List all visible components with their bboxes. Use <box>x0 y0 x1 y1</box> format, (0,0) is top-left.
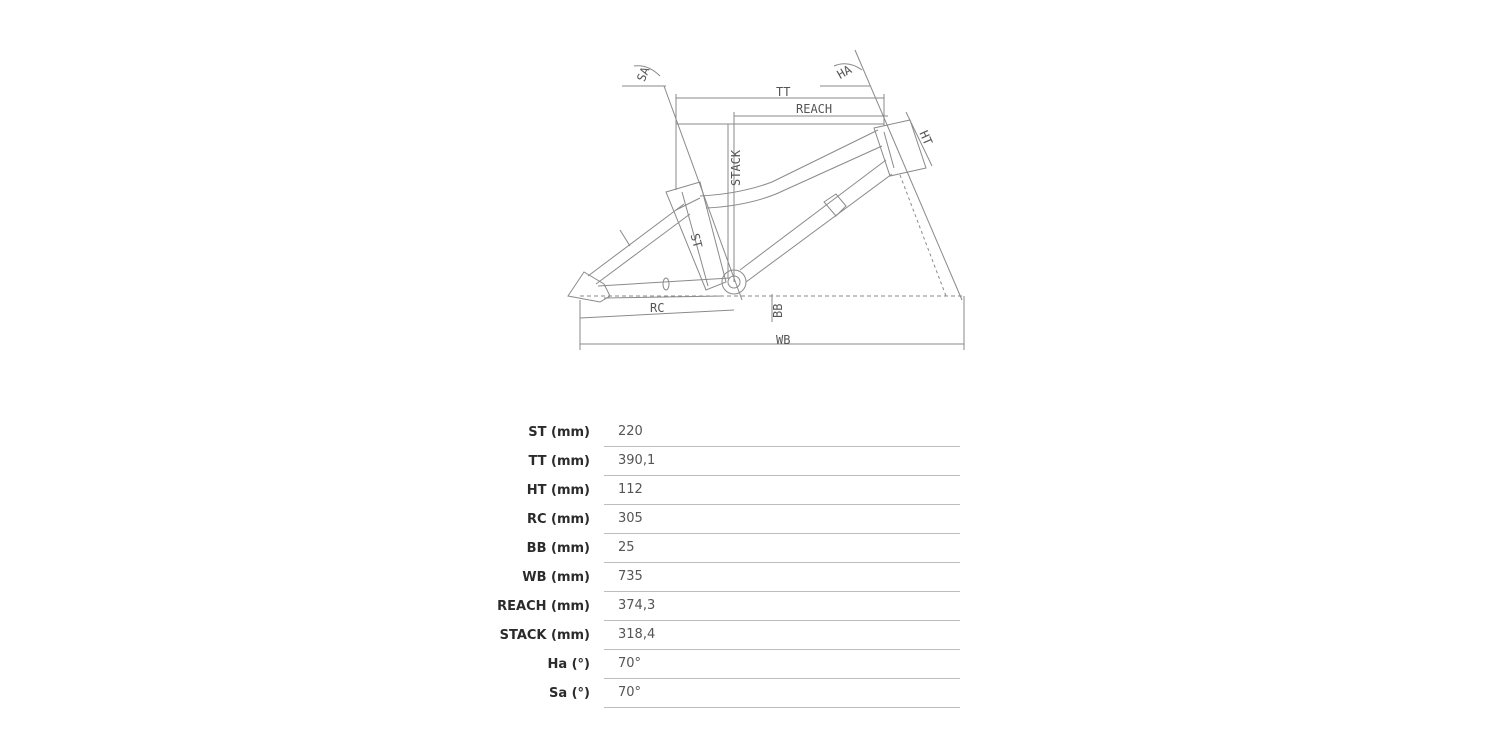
label-tt: TT <box>776 85 791 99</box>
table-row-reach <box>470 592 960 621</box>
table-row-wb <box>470 563 960 592</box>
label-sa: SA <box>634 64 653 84</box>
label-stack: STACK <box>729 149 743 186</box>
row-value: 305 <box>604 505 960 534</box>
row-value: 390,1 <box>604 447 960 476</box>
row-value: 735 <box>604 563 960 592</box>
geometry-table <box>470 418 960 708</box>
label-wb: WB <box>776 333 791 347</box>
row-label: Sa (°) <box>548 686 590 701</box>
row-label: RC (mm) <box>526 512 590 527</box>
down-tube-upper <box>740 160 886 270</box>
down-tube-lower <box>746 174 892 282</box>
seat-stay-lower <box>596 214 690 284</box>
fork-axis-line <box>900 175 946 296</box>
row-value: 220 <box>604 418 960 447</box>
label-ht: HT <box>916 128 936 148</box>
row-label: Ha (°) <box>547 657 590 672</box>
row-label: STACK (mm) <box>499 628 590 643</box>
down-tube-gusset <box>824 194 846 216</box>
seat-stay-upper <box>588 204 684 276</box>
table-row-rc <box>470 505 960 534</box>
table-row-sa <box>470 679 960 708</box>
label-bb: BB <box>771 303 785 318</box>
rear-dropout <box>568 272 610 302</box>
row-value: 374,3 <box>604 592 960 621</box>
row-value: 112 <box>604 476 960 505</box>
label-reach: REACH <box>796 102 833 116</box>
label-ha: HA <box>834 62 855 82</box>
row-label: WB (mm) <box>522 570 590 585</box>
table-row-bb <box>470 534 960 563</box>
row-label: BB (mm) <box>526 541 590 556</box>
seat-clamp <box>676 198 700 210</box>
chain-stay-bridge <box>663 278 669 290</box>
row-label: ST (mm) <box>528 425 590 440</box>
row-value: 70° <box>604 650 960 679</box>
label-st: ST <box>687 231 705 250</box>
brake-mount <box>620 230 630 246</box>
row-label: TT (mm) <box>528 454 590 469</box>
table-row-ht <box>470 476 960 505</box>
label-rc: RC <box>650 301 665 315</box>
row-label: HT (mm) <box>526 483 590 498</box>
table-row-tt <box>470 447 960 476</box>
table-row-stack <box>470 621 960 650</box>
row-label: REACH (mm) <box>497 599 590 614</box>
head-angle-line <box>855 50 962 300</box>
row-value: 318,4 <box>604 621 960 650</box>
row-value: 25 <box>604 534 960 563</box>
head-tube <box>874 120 926 176</box>
table-row-ha <box>470 650 960 679</box>
row-value: 70° <box>604 679 960 708</box>
table-row-st <box>470 418 960 447</box>
